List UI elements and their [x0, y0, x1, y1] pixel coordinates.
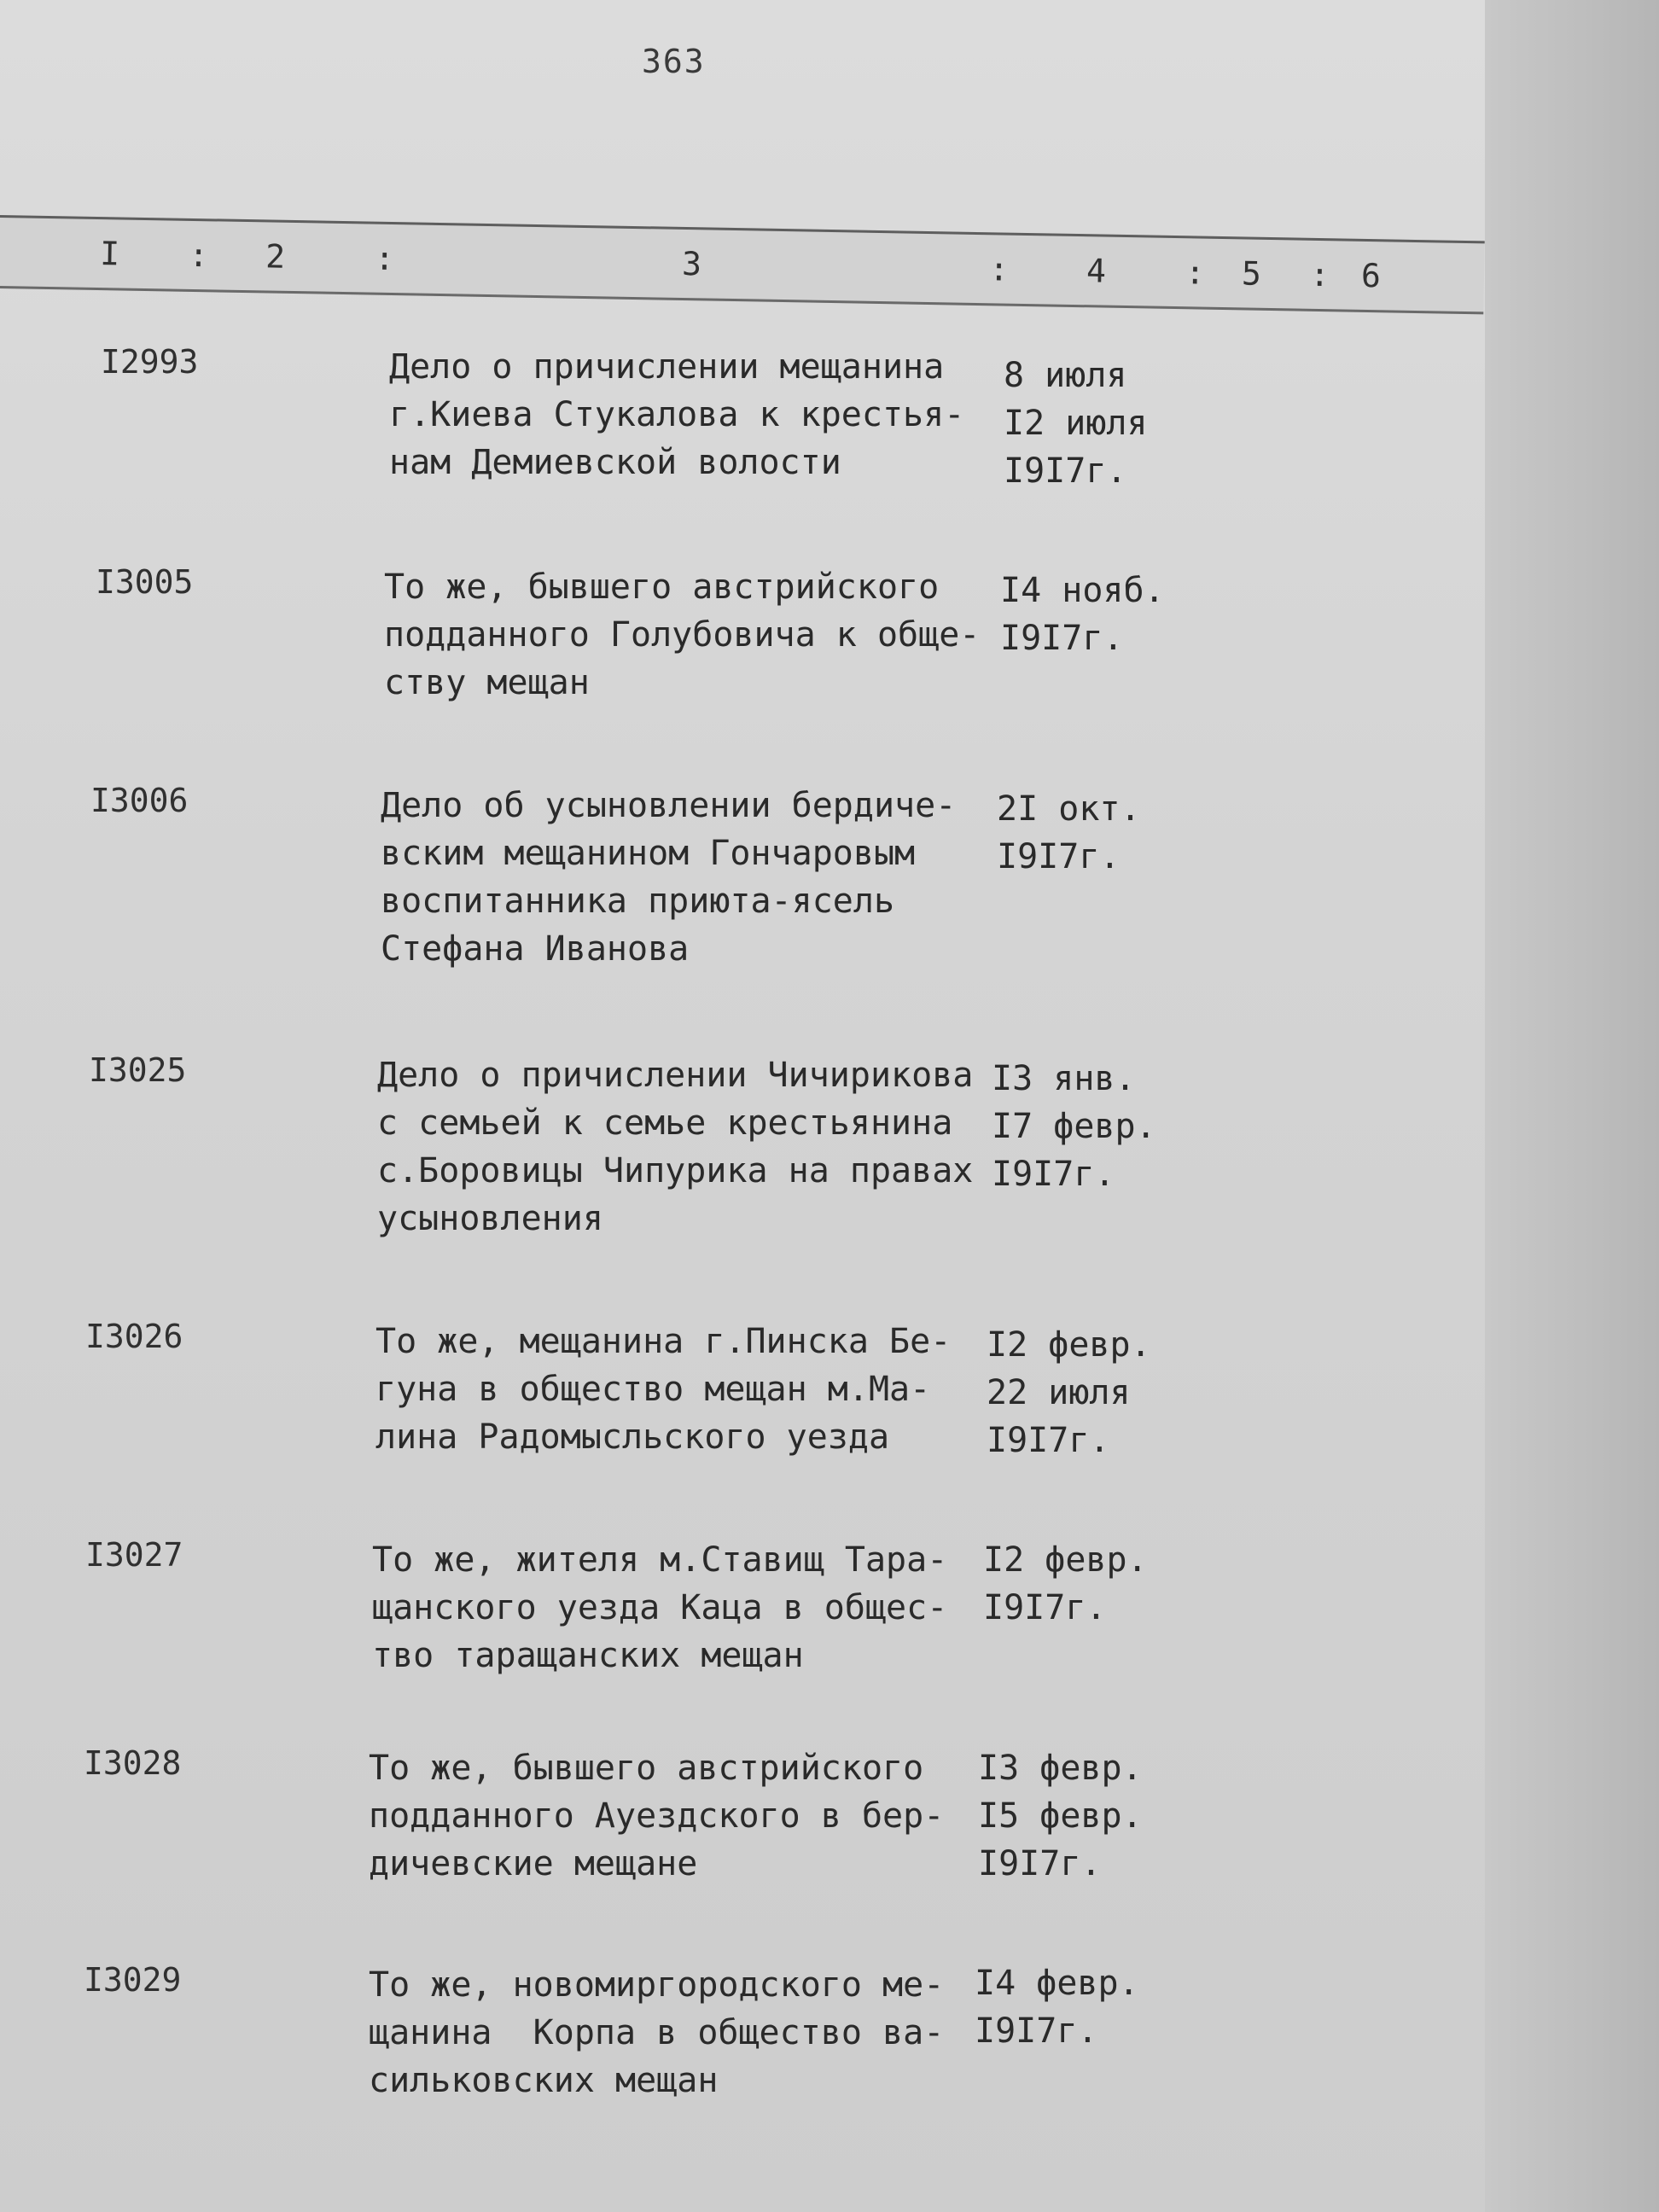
column-header-band: [0, 215, 1485, 314]
column-header-1: I: [99, 235, 120, 273]
record-title-line: гуна в общество мещан м.Ма-: [375, 1370, 931, 1409]
record-title-line: с семьей к семье крестьянина: [377, 1103, 953, 1143]
record-title-line: подданного Ауездского в бер-: [369, 1796, 945, 1836]
record-dates: [997, 785, 1141, 881]
record-date-line: 2I окт.: [997, 789, 1141, 829]
record-date-line: I9I7г.: [997, 837, 1121, 876]
record-title-line: дичевские мещане: [369, 1844, 698, 1883]
record-date-line: I3 февр.: [978, 1749, 1143, 1788]
column-header-5: 5: [1241, 254, 1262, 293]
record-title-line: То же, жителя м.Ставищ Тара-: [372, 1540, 948, 1580]
column-separator: :: [1309, 255, 1330, 294]
record-title-line: Дело о причислении мещанина: [389, 347, 945, 387]
record-dates: [1000, 567, 1165, 662]
record-title-line: То же, новомиргородского ме-: [369, 1965, 945, 2005]
record-date-line: I3 янв.: [992, 1059, 1136, 1098]
record-title-line: подданного Голубовича к обще-: [384, 615, 981, 655]
record-title-line: щанского уезда Каца в общес-: [372, 1588, 948, 1627]
record-date-line: 8 июля: [1004, 356, 1127, 395]
record-title: [381, 782, 956, 973]
record-date-line: I2 июля: [1004, 404, 1148, 443]
record-date-line: I9I7г.: [978, 1844, 1102, 1883]
record-title: [384, 563, 980, 707]
record-title-line: г.Киева Стукалова к крестья-: [389, 395, 965, 434]
record-title-line: щанина Корпа в общество ва-: [369, 2013, 945, 2052]
record-date-line: I9I7г.: [1000, 619, 1124, 658]
column-separator: :: [188, 236, 209, 275]
record-title: [372, 1536, 947, 1679]
record-title-line: То же, бывшего австрийского: [384, 568, 940, 607]
record-date-line: I4 февр.: [975, 1964, 1139, 2003]
column-separator: :: [374, 239, 395, 278]
record-title: [375, 1318, 951, 1461]
record-dates: [1004, 352, 1148, 495]
page-edge-shadow: [1485, 0, 1659, 2212]
column-header-6: 6: [1360, 256, 1382, 295]
record-title-line: усыновления: [377, 1199, 603, 1238]
record-date-line: I4 нояб.: [1000, 571, 1165, 610]
record-date-line: I9I7г.: [983, 1588, 1107, 1627]
column-header-2: 2: [265, 237, 286, 276]
record-number: I3027: [85, 1536, 183, 1574]
record-date-line: I2 февр.: [987, 1325, 1151, 1365]
page-number: 363: [642, 43, 706, 80]
record-date-line: I2 февр.: [983, 1540, 1148, 1580]
record-title: [369, 1744, 944, 1888]
record-date-line: I7 февр.: [992, 1107, 1156, 1146]
column-header-4: 4: [1086, 252, 1107, 290]
record-title-line: лина Радомысльского уезда: [375, 1417, 890, 1457]
record-date-line: I5 февр.: [978, 1796, 1143, 1836]
record-number: I3005: [96, 563, 194, 601]
record-title-line: нам Демиевской волости: [389, 443, 841, 482]
record-title: [389, 343, 964, 486]
record-date-line: I9I7г.: [1004, 451, 1127, 491]
record-date-line: 22 июля: [987, 1373, 1131, 1412]
record-number: I3029: [84, 1961, 182, 1999]
record-title-line: сильковских мещан: [369, 2061, 719, 2100]
record-title-line: То же, мещанина г.Пинска Бе-: [375, 1322, 952, 1361]
record-number: I3026: [85, 1318, 183, 1355]
record-dates: [975, 1959, 1139, 2055]
record-title-line: тво таращанских мещан: [372, 1636, 804, 1675]
record-date-line: I9I7г.: [975, 2011, 1098, 2051]
record-number: I2993: [101, 343, 199, 381]
column-separator: :: [1185, 253, 1206, 292]
column-separator: :: [988, 250, 1010, 288]
record-title: [369, 1961, 944, 2104]
record-dates: [983, 1536, 1148, 1632]
record-title-line: воспитанника приюта-ясель: [381, 882, 895, 921]
record-date-line: I9I7г.: [987, 1421, 1110, 1460]
record-dates: [987, 1321, 1151, 1464]
record-title-line: Дело о причислении Чичирикова: [377, 1056, 974, 1095]
record-title-line: Стефана Иванова: [381, 929, 690, 969]
record-date-line: I9I7г.: [992, 1155, 1115, 1194]
record-title: [377, 1051, 973, 1243]
record-title-line: ству мещан: [384, 663, 590, 702]
record-dates: [978, 1744, 1143, 1888]
record-title-line: вским мещанином Гончаровым: [381, 834, 916, 873]
record-title-line: Дело об усыновлении бердиче-: [381, 786, 957, 825]
record-title-line: То же, бывшего австрийского: [369, 1749, 924, 1788]
record-number: I3028: [84, 1744, 182, 1782]
record-title-line: с.Боровицы Чипурика на правах: [377, 1151, 974, 1190]
record-number: I3006: [90, 782, 189, 819]
record-dates: [992, 1055, 1156, 1198]
record-number: I3025: [89, 1051, 187, 1089]
column-header-3: 3: [681, 244, 702, 283]
